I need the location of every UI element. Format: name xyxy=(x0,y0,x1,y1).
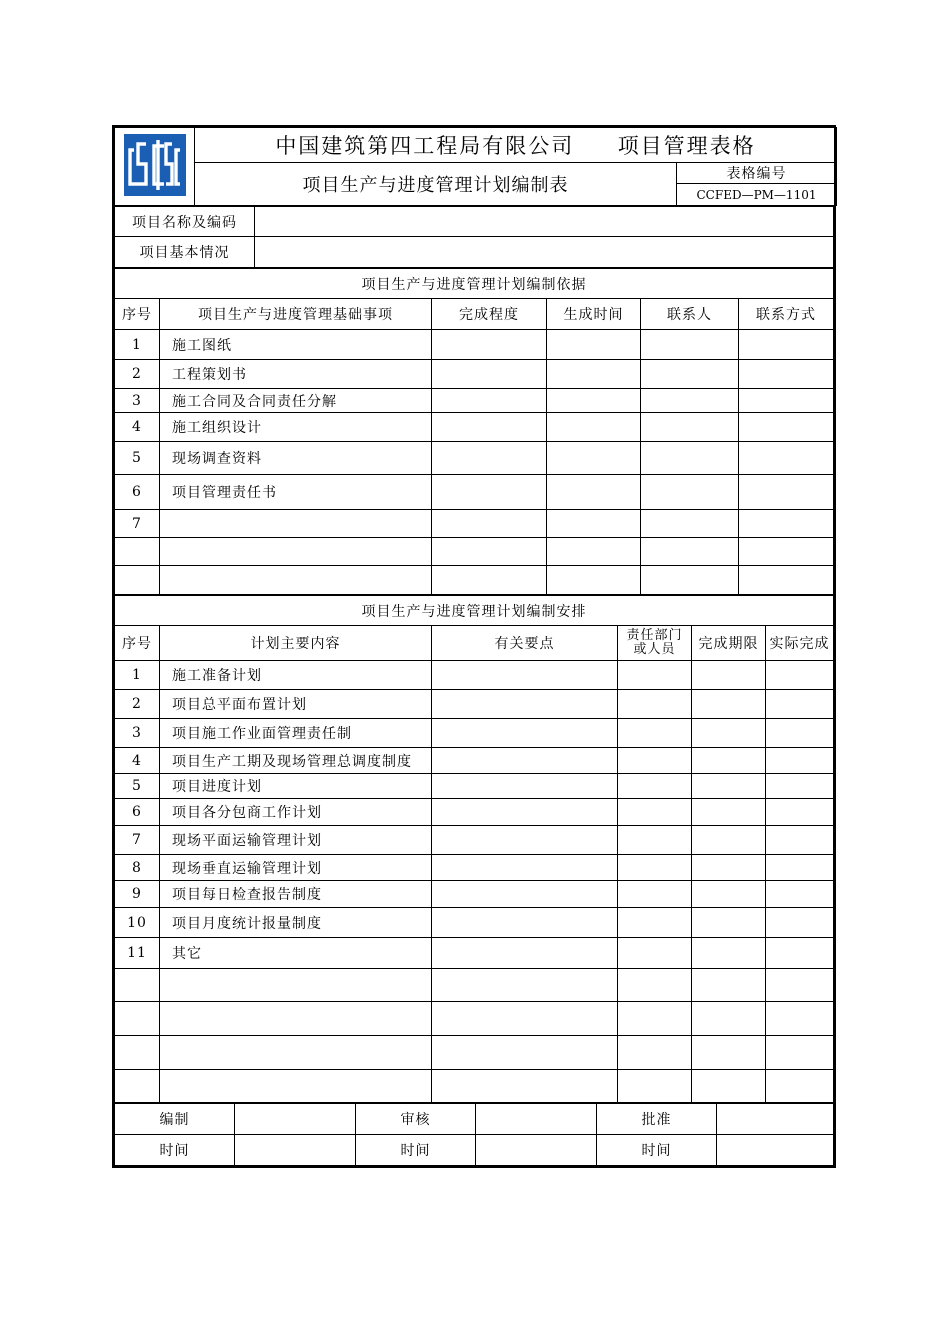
basis-row xyxy=(115,360,834,389)
basis-row-item: 项目管理责任书 xyxy=(160,475,432,510)
arrangement-row-cell[interactable] xyxy=(692,1036,766,1070)
basis-col-method: 联系方式 xyxy=(739,299,834,330)
basis-row-cell[interactable] xyxy=(547,389,641,413)
arrangement-row-cell[interactable] xyxy=(766,719,834,748)
basis-section-title: 项目生产与进度管理计划编制依据 xyxy=(115,269,834,299)
arrangement-row-cell[interactable] xyxy=(432,969,618,1002)
arrangement-row-cell[interactable] xyxy=(766,1002,834,1036)
arrangement-row-cell[interactable] xyxy=(432,908,618,938)
basis-row-cell[interactable] xyxy=(432,389,547,413)
arrangement-row-cell[interactable] xyxy=(432,826,618,855)
basis-row-cell[interactable] xyxy=(641,330,739,360)
arrangement-row-content: 施工准备计划 xyxy=(160,661,432,690)
arrangement-row-cell[interactable] xyxy=(766,855,834,881)
arrangement-row-no: 6 xyxy=(115,799,160,826)
basis-row xyxy=(115,330,834,360)
arrangement-row-cell[interactable] xyxy=(618,826,692,855)
arrangement-row-cell[interactable] xyxy=(432,748,618,774)
review-field[interactable] xyxy=(476,1104,597,1135)
arrangement-row-cell[interactable] xyxy=(766,690,834,719)
basis-row-cell[interactable] xyxy=(739,566,834,595)
review-label: 审核 xyxy=(356,1104,476,1135)
arr-col-responsible xyxy=(618,626,692,661)
arrangement-row xyxy=(115,774,834,799)
basis-row-cell[interactable] xyxy=(739,442,834,475)
arrangement-row-no: 10 xyxy=(115,908,160,938)
basis-row-cell[interactable] xyxy=(739,475,834,510)
basis-row xyxy=(115,566,834,595)
arrangement-row-no: 3 xyxy=(115,719,160,748)
basis-table xyxy=(114,268,834,595)
signoff-table xyxy=(114,1103,834,1166)
arrangement-row-cell[interactable] xyxy=(618,938,692,969)
approve-field[interactable] xyxy=(717,1104,834,1135)
arrangement-row-content xyxy=(160,1002,432,1036)
form-code-label: 表格编号 xyxy=(677,163,837,184)
arrangement-row-cell[interactable] xyxy=(618,1002,692,1036)
basis-row-cell[interactable] xyxy=(739,389,834,413)
form-type: 项目管理表格 xyxy=(617,134,756,158)
approve-time-label: 时间 xyxy=(597,1135,717,1166)
basis-col-no: 序号 xyxy=(115,299,160,330)
arrangement-row-cell[interactable] xyxy=(618,1036,692,1070)
arr-col-responsible-line1: 责任部门 xyxy=(626,628,683,643)
arrangement-row xyxy=(115,1002,834,1036)
arrangement-row-no: 8 xyxy=(115,855,160,881)
approve-label: 批准 xyxy=(597,1104,717,1135)
basis-row-cell[interactable] xyxy=(547,360,641,389)
arrangement-row-cell[interactable] xyxy=(432,719,618,748)
basis-row-cell[interactable] xyxy=(432,442,547,475)
basis-row-cell[interactable] xyxy=(641,389,739,413)
basis-row xyxy=(115,538,834,566)
arrangement-row-cell[interactable] xyxy=(692,799,766,826)
basis-row-cell[interactable] xyxy=(432,510,547,538)
arrangement-row-content xyxy=(160,969,432,1002)
arrangement-row-cell[interactable] xyxy=(432,855,618,881)
arrangement-row-content: 项目月度统计报量制度 xyxy=(160,908,432,938)
arrangement-row xyxy=(115,908,834,938)
arrangement-row-cell[interactable] xyxy=(618,748,692,774)
arrangement-row-cell[interactable] xyxy=(432,1002,618,1036)
logo-cell xyxy=(115,128,195,206)
basis-row-cell[interactable] xyxy=(739,413,834,442)
basis-row-no xyxy=(115,566,160,595)
arr-col-responsible-line2: 或人员 xyxy=(633,642,676,657)
basis-row-cell[interactable] xyxy=(547,330,641,360)
arrangement-row-cell[interactable] xyxy=(692,881,766,908)
basis-row-cell[interactable] xyxy=(432,330,547,360)
arrangement-row-cell[interactable] xyxy=(692,1002,766,1036)
arrangement-row-content xyxy=(160,1036,432,1070)
basis-row-cell[interactable] xyxy=(547,510,641,538)
arrangement-row-no: 11 xyxy=(115,938,160,969)
arrangement-row-cell[interactable] xyxy=(432,690,618,719)
basis-row-cell[interactable] xyxy=(739,360,834,389)
arr-col-no: 序号 xyxy=(115,626,160,661)
basis-col-contact: 联系人 xyxy=(641,299,739,330)
basis-row-cell[interactable] xyxy=(641,538,739,566)
arrangement-row-content: 现场垂直运输管理计划 xyxy=(160,855,432,881)
arrangement-row-cell[interactable] xyxy=(766,799,834,826)
arrangement-row-cell[interactable] xyxy=(432,881,618,908)
arrangement-row-cell[interactable] xyxy=(618,855,692,881)
basis-row-cell[interactable] xyxy=(432,475,547,510)
arrangement-row xyxy=(115,881,834,908)
basis-row-item: 工程策划书 xyxy=(160,360,432,389)
basis-row-item: 施工图纸 xyxy=(160,330,432,360)
arrangement-row-cell[interactable] xyxy=(766,1036,834,1070)
arr-col-actual: 实际完成 xyxy=(766,626,834,661)
arrangement-row-cell[interactable] xyxy=(766,661,834,690)
basis-row-no: 3 xyxy=(115,389,160,413)
basis-row-cell[interactable] xyxy=(641,360,739,389)
arrangement-row-cell[interactable] xyxy=(766,881,834,908)
arrangement-row-no xyxy=(115,1002,160,1036)
arrangement-table xyxy=(114,595,834,1103)
arrangement-row-no: 9 xyxy=(115,881,160,908)
arrangement-row-cell[interactable] xyxy=(432,799,618,826)
basis-row-no: 2 xyxy=(115,360,160,389)
review-time-field[interactable] xyxy=(476,1135,597,1166)
basis-row-cell[interactable] xyxy=(547,413,641,442)
arrangement-row-cell[interactable] xyxy=(692,969,766,1002)
arrangement-row xyxy=(115,1070,834,1103)
review-time-label: 时间 xyxy=(356,1135,476,1166)
arr-col-points: 有关要点 xyxy=(432,626,618,661)
arrangement-row-cell[interactable] xyxy=(432,774,618,799)
arrangement-row-cell[interactable] xyxy=(766,969,834,1002)
info-table xyxy=(114,206,834,268)
basis-row-cell[interactable] xyxy=(547,475,641,510)
arrangement-row-no xyxy=(115,1070,160,1103)
arrangement-section-title: 项目生产与进度管理计划编制安排 xyxy=(115,596,834,626)
arrangement-row-content: 项目各分包商工作计划 xyxy=(160,799,432,826)
arrangement-row-no: 1 xyxy=(115,661,160,690)
form xyxy=(112,125,836,1168)
basis-row-cell[interactable] xyxy=(547,566,641,595)
compile-time-label: 时间 xyxy=(115,1135,235,1166)
form-title: 项目生产与进度管理计划编制表 xyxy=(195,163,677,206)
arrangement-row-cell[interactable] xyxy=(618,774,692,799)
arrangement-row-no: 7 xyxy=(115,826,160,855)
arrangement-row-cell[interactable] xyxy=(766,908,834,938)
basis-row-no xyxy=(115,538,160,566)
arrangement-row-content: 项目进度计划 xyxy=(160,774,432,799)
form-code-value: CCFED—PM—1101 xyxy=(677,184,837,206)
arrangement-row-cell[interactable] xyxy=(692,908,766,938)
arrangement-row-cell[interactable] xyxy=(432,938,618,969)
basis-row xyxy=(115,475,834,510)
arrangement-row-cell[interactable] xyxy=(692,661,766,690)
arrangement-row-cell[interactable] xyxy=(618,661,692,690)
arrangement-row-cell[interactable] xyxy=(618,799,692,826)
basis-row-item: 施工组织设计 xyxy=(160,413,432,442)
arrangement-row-no xyxy=(115,969,160,1002)
basis-row-no: 6 xyxy=(115,475,160,510)
basis-row-no: 4 xyxy=(115,413,160,442)
arrangement-row-cell[interactable] xyxy=(618,1070,692,1103)
arrangement-row-cell[interactable] xyxy=(692,1070,766,1103)
arrangement-row-cell[interactable] xyxy=(432,661,618,690)
basis-row-item: 施工合同及合同责任分解 xyxy=(160,389,432,413)
arrangement-row-cell[interactable] xyxy=(692,855,766,881)
basis-row-cell[interactable] xyxy=(641,442,739,475)
company-logo-icon xyxy=(124,134,186,196)
project-name-field[interactable] xyxy=(255,207,834,237)
basis-row-item xyxy=(160,510,432,538)
header-table xyxy=(114,127,837,206)
arrangement-row-cell[interactable] xyxy=(692,719,766,748)
arrangement-row-content: 项目施工作业面管理责任制 xyxy=(160,719,432,748)
arrangement-header-row xyxy=(115,626,834,661)
arrangement-row-no: 2 xyxy=(115,690,160,719)
basis-row xyxy=(115,510,834,538)
arrangement-row xyxy=(115,826,834,855)
compile-time-field[interactable] xyxy=(235,1135,356,1166)
basis-row xyxy=(115,389,834,413)
basis-row xyxy=(115,413,834,442)
compile-field[interactable] xyxy=(235,1104,356,1135)
arrangement-row-cell[interactable] xyxy=(766,748,834,774)
arrangement-row xyxy=(115,719,834,748)
basis-row-cell[interactable] xyxy=(641,566,739,595)
arrangement-row-cell[interactable] xyxy=(766,774,834,799)
arrangement-row-no: 4 xyxy=(115,748,160,774)
company-name: 中国建筑第四工程局有限公司 xyxy=(275,134,575,158)
basis-row-cell[interactable] xyxy=(432,538,547,566)
basis-row-cell[interactable] xyxy=(739,510,834,538)
basis-row xyxy=(115,442,834,475)
arrangement-row xyxy=(115,855,834,881)
basis-col-degree: 完成程度 xyxy=(432,299,547,330)
basis-row-no: 7 xyxy=(115,510,160,538)
arrangement-row-no xyxy=(115,1036,160,1070)
arrangement-row xyxy=(115,938,834,969)
arr-col-deadline: 完成期限 xyxy=(692,626,766,661)
arrangement-row-cell[interactable] xyxy=(692,774,766,799)
arrangement-row-cell[interactable] xyxy=(618,881,692,908)
arrangement-row-cell[interactable] xyxy=(432,1070,618,1103)
basis-header-row xyxy=(115,299,834,330)
arrangement-row xyxy=(115,799,834,826)
arrangement-row xyxy=(115,1036,834,1070)
project-info-field[interactable] xyxy=(255,237,834,268)
arrangement-row xyxy=(115,690,834,719)
basis-row-no: 1 xyxy=(115,330,160,360)
arrangement-row xyxy=(115,748,834,774)
arrangement-row-cell[interactable] xyxy=(432,1036,618,1070)
basis-col-time: 生成时间 xyxy=(547,299,641,330)
basis-row-cell[interactable] xyxy=(547,538,641,566)
arrangement-row-cell[interactable] xyxy=(618,908,692,938)
arrangement-row-content: 其它 xyxy=(160,938,432,969)
basis-row-cell[interactable] xyxy=(432,566,547,595)
basis-row-cell[interactable] xyxy=(739,538,834,566)
basis-row-item: 现场调查资料 xyxy=(160,442,432,475)
project-name-label: 项目名称及编码 xyxy=(115,207,255,237)
basis-row-cell[interactable] xyxy=(432,413,547,442)
basis-row-cell[interactable] xyxy=(432,360,547,389)
arrangement-row-cell[interactable] xyxy=(618,690,692,719)
basis-row-cell[interactable] xyxy=(739,330,834,360)
compile-label: 编制 xyxy=(115,1104,235,1135)
basis-row-item xyxy=(160,566,432,595)
arrangement-row-content: 项目每日检查报告制度 xyxy=(160,881,432,908)
arrangement-row-cell[interactable] xyxy=(692,748,766,774)
arrangement-row-cell[interactable] xyxy=(766,826,834,855)
arrangement-row xyxy=(115,969,834,1002)
arrangement-row-cell[interactable] xyxy=(692,690,766,719)
basis-row-cell[interactable] xyxy=(641,510,739,538)
basis-row-cell[interactable] xyxy=(547,442,641,475)
arrangement-row-cell[interactable] xyxy=(766,1070,834,1103)
basis-row-cell[interactable] xyxy=(641,475,739,510)
basis-row-no: 5 xyxy=(115,442,160,475)
arrangement-row-cell[interactable] xyxy=(618,719,692,748)
basis-row-item xyxy=(160,538,432,566)
arrangement-row-content: 项目生产工期及现场管理总调度制度 xyxy=(160,748,432,774)
arrangement-row-content xyxy=(160,1070,432,1103)
arrangement-row-cell[interactable] xyxy=(692,826,766,855)
basis-row-cell[interactable] xyxy=(641,413,739,442)
arr-col-content: 计划主要内容 xyxy=(160,626,432,661)
arrangement-row-cell[interactable] xyxy=(766,938,834,969)
arrangement-row-no: 5 xyxy=(115,774,160,799)
project-info-label: 项目基本情况 xyxy=(115,237,255,268)
arrangement-row-content: 项目总平面布置计划 xyxy=(160,690,432,719)
approve-time-field[interactable] xyxy=(717,1135,834,1166)
arrangement-row-content: 现场平面运输管理计划 xyxy=(160,826,432,855)
arrangement-row-cell[interactable] xyxy=(692,938,766,969)
arrangement-row-cell[interactable] xyxy=(618,969,692,1002)
arrangement-row xyxy=(115,661,834,690)
basis-col-item: 项目生产与进度管理基础事项 xyxy=(160,299,432,330)
